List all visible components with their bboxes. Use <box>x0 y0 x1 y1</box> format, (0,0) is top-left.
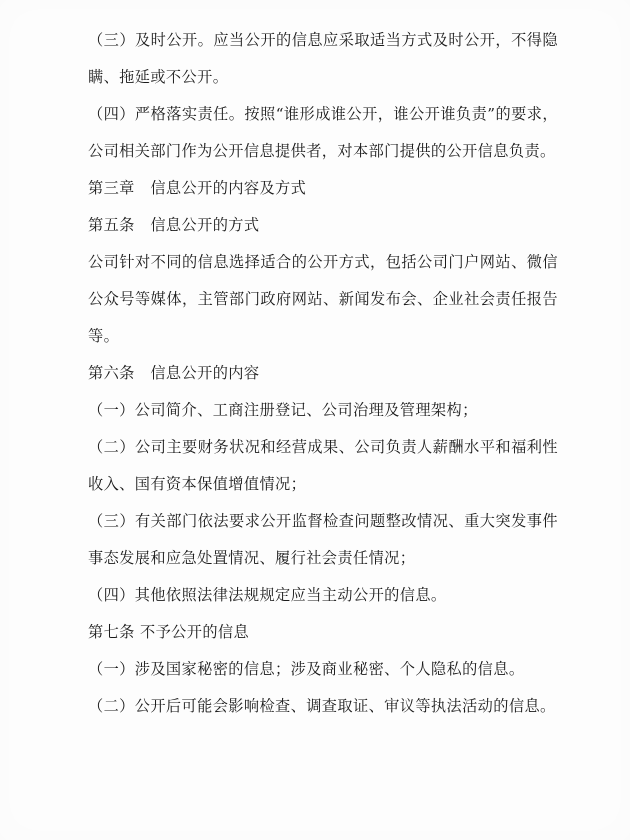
paragraph-strict-responsibility: （四）严格落实责任。按照“谁形成谁公开，谁公开谁负责”的要求，公司相关部门作为公开信息提供者，对本部门提供的公开信息负责。 <box>88 105 558 160</box>
heading-article-five: 第五条 信息公开的方式 <box>88 216 260 234</box>
paragraph-article-six-item-three: （三）有关部门依法要求公开监督检查问题整改情况、重大突发事件事态发展和应急处置情况、履行社会责任情况； <box>88 512 558 567</box>
paragraph-timely-disclosure: （三）及时公开。应当公开的信息应采取适当方式及时公开，不得隐瞒、拖延或不公开。 <box>88 31 558 86</box>
paragraph-article-six-item-one: （一）公司简介、工商注册登记、公司治理及管理架构； <box>88 401 478 419</box>
heading-article-seven: 第七条 不予公开的信息 <box>88 623 250 641</box>
paragraph-article-six-item-four: （四）其他依照法律法规规定应当主动公开的信息。 <box>88 586 447 604</box>
paragraph-article-seven-item-two: （二）公开后可能会影响检查、调查取证、审议等执法活动的信息。 <box>88 697 556 715</box>
heading-article-six: 第六条 信息公开的内容 <box>88 364 260 382</box>
document-body <box>88 22 558 725</box>
paragraph-article-six-item-two: （二）公司主要财务状况和经营成果、公司负责人薪酬水平和福利性收入、国有资本保值增值情况； <box>88 438 558 493</box>
heading-chapter-three: 第三章 信息公开的内容及方式 <box>88 179 307 197</box>
paragraph-article-five-body: 公司针对不同的信息选择适合的公开方式，包括公司门户网站、微信公众号等媒体，主管部门政府网站、新闻发布会、企业社会责任报告等。 <box>88 253 558 345</box>
paragraph-article-seven-item-one: （一）涉及国家秘密的信息；涉及商业秘密、个人隐私的信息。 <box>88 660 525 678</box>
